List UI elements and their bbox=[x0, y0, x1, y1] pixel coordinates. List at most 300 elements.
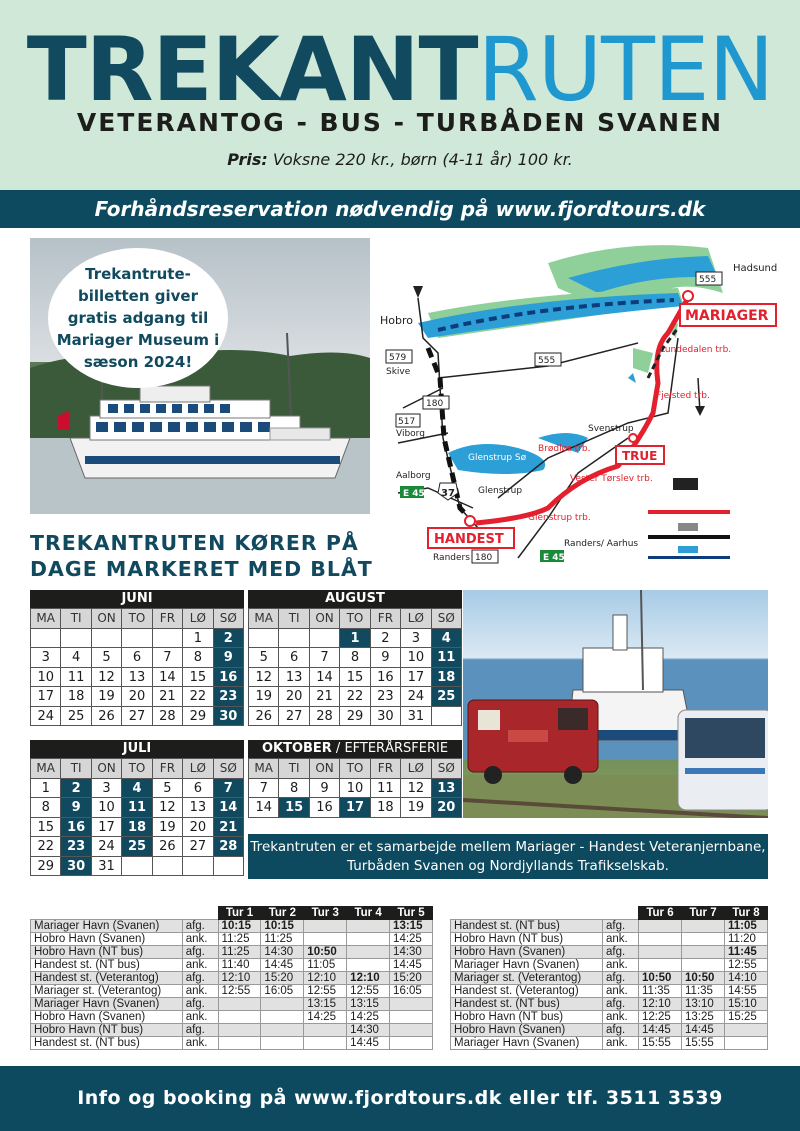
calendar-day: 26 bbox=[249, 707, 279, 727]
calendar-day bbox=[249, 629, 279, 649]
ship-photo bbox=[30, 238, 370, 514]
calendar-day: 6 bbox=[183, 779, 213, 799]
stop-name: Hobro Havn (NT bus) bbox=[31, 1024, 183, 1037]
calendar-day: 18 bbox=[61, 687, 91, 707]
arrival-departure-type: afg. bbox=[182, 920, 218, 933]
arrival-departure-type: ank. bbox=[182, 933, 218, 946]
departure-time bbox=[347, 946, 390, 959]
calendar-day bbox=[310, 629, 340, 649]
departure-time: 14:45 bbox=[347, 1037, 390, 1050]
arrival-departure-type: ank. bbox=[603, 1037, 639, 1050]
calendar-day: 1 bbox=[31, 779, 61, 799]
departure-time bbox=[261, 1024, 304, 1037]
stop-name: Handest st. (Veterantog) bbox=[451, 985, 603, 998]
calendar-day: 20 bbox=[432, 798, 462, 818]
timetable-row bbox=[31, 1024, 433, 1037]
title-part-trekant: TREKANT bbox=[26, 18, 478, 121]
timetable-row bbox=[451, 959, 768, 972]
timetable-right bbox=[450, 906, 768, 1050]
departure-time: 11:45 bbox=[725, 946, 768, 959]
timetable-row bbox=[31, 959, 433, 972]
calendar-day: 8 bbox=[31, 798, 61, 818]
station-glenstrup-trb: Glenstrup trb. bbox=[528, 513, 591, 523]
departure-time: 11:25 bbox=[261, 933, 304, 946]
calendar-day: 5 bbox=[92, 648, 122, 668]
departure-time: 10:50 bbox=[304, 946, 347, 959]
calendar-day: 6 bbox=[279, 648, 309, 668]
calendar-day bbox=[122, 857, 152, 877]
timetable-row bbox=[31, 933, 433, 946]
departure-time bbox=[682, 933, 725, 946]
weekday-header: MA bbox=[249, 609, 279, 629]
price-text: Voksne 220 kr., børn (4-11 år) 100 kr. bbox=[267, 150, 573, 169]
legend bbox=[648, 478, 730, 559]
calendar-june bbox=[30, 590, 244, 726]
departure-time: 13:15 bbox=[304, 998, 347, 1011]
departure-time bbox=[347, 959, 390, 972]
calendar-day: 11 bbox=[122, 798, 152, 818]
departure-time: 14:45 bbox=[390, 959, 433, 972]
weekday-header: SØ bbox=[432, 759, 462, 779]
arrival-departure-type: afg. bbox=[182, 998, 218, 1011]
departure-time: 12:10 bbox=[639, 998, 682, 1011]
calendar-day: 13 bbox=[432, 779, 462, 799]
timetable-row bbox=[451, 1011, 768, 1024]
trip-column-header: Tur 1 bbox=[218, 907, 261, 920]
calendar-day: 23 bbox=[214, 687, 244, 707]
departure-time: 14:25 bbox=[304, 1011, 347, 1024]
calendar-day: 20 bbox=[183, 818, 213, 838]
station-lundedalen: Lundedalen trb. bbox=[660, 345, 732, 355]
calendar-day bbox=[92, 629, 122, 649]
calendar-month-subtitle: / EFTERÅRSFERIE bbox=[331, 741, 449, 756]
departure-time bbox=[304, 1037, 347, 1050]
station-fjelsted: Fjelsted trb. bbox=[656, 391, 710, 401]
calendar-day: 28 bbox=[310, 707, 340, 727]
calendar-day: 1 bbox=[183, 629, 213, 649]
calendar-day: 25 bbox=[61, 707, 91, 727]
road-517: 517 bbox=[398, 417, 416, 427]
departure-time: 12:55 bbox=[347, 985, 390, 998]
departure-time bbox=[639, 959, 682, 972]
calendar-day: 13 bbox=[279, 668, 309, 688]
departure-time bbox=[304, 933, 347, 946]
calendar-day: 23 bbox=[61, 837, 91, 857]
calendar-day: 17 bbox=[92, 818, 122, 838]
weekday-header: LØ bbox=[183, 609, 213, 629]
calendar-july bbox=[30, 740, 244, 876]
timetable-row bbox=[31, 998, 433, 1011]
timetable-row bbox=[31, 920, 433, 933]
weekday-header: TI bbox=[279, 759, 309, 779]
departure-time: 15:25 bbox=[725, 1011, 768, 1024]
stop-name: Hobro Havn (Svanen) bbox=[31, 933, 183, 946]
calendar-day: 12 bbox=[92, 668, 122, 688]
arrival-departure-type: ank. bbox=[182, 1011, 218, 1024]
calendar-day: 14 bbox=[153, 668, 183, 688]
calendar-day: 7 bbox=[310, 648, 340, 668]
timetable-row bbox=[31, 1037, 433, 1050]
stop-name: Mariager Havn (Svanen) bbox=[31, 920, 183, 933]
timetable-left bbox=[30, 906, 433, 1050]
calendar-month: JUNI bbox=[121, 591, 153, 606]
calendar-day bbox=[214, 857, 244, 877]
weekday-header: LØ bbox=[401, 609, 431, 629]
calendar-day bbox=[432, 707, 462, 727]
calendar-day: 10 bbox=[401, 648, 431, 668]
calendar-day: 11 bbox=[371, 779, 401, 799]
place-viborg: Viborg bbox=[396, 429, 425, 439]
departure-time: 11:25 bbox=[218, 946, 261, 959]
calendar-day: 5 bbox=[249, 648, 279, 668]
road-37: 37 bbox=[441, 488, 455, 499]
departure-time bbox=[390, 1024, 433, 1037]
calendar-grid bbox=[30, 758, 244, 876]
calendar-day: 5 bbox=[153, 779, 183, 799]
weekday-header: ON bbox=[310, 759, 340, 779]
timetable-row bbox=[451, 933, 768, 946]
place-true: TRUE bbox=[622, 449, 658, 463]
calendar-day: 27 bbox=[183, 837, 213, 857]
calendar-day: 24 bbox=[31, 707, 61, 727]
weekday-header: FR bbox=[371, 609, 401, 629]
timetable-row bbox=[31, 972, 433, 985]
departure-time bbox=[218, 1024, 261, 1037]
calendar-day: 22 bbox=[340, 687, 370, 707]
departure-time bbox=[639, 920, 682, 933]
departure-time: 14:25 bbox=[347, 1011, 390, 1024]
weekday-header: LØ bbox=[183, 759, 213, 779]
departure-time: 14:25 bbox=[390, 933, 433, 946]
calendar-day: 26 bbox=[153, 837, 183, 857]
calendar-day: 16 bbox=[310, 798, 340, 818]
departure-time bbox=[390, 1037, 433, 1050]
arrival-departure-type: afg. bbox=[603, 998, 639, 1011]
weekday-header: ON bbox=[310, 609, 340, 629]
calendar-day: 22 bbox=[31, 837, 61, 857]
weekday-header: TI bbox=[61, 759, 91, 779]
departure-time: 16:05 bbox=[261, 985, 304, 998]
calendar-day: 4 bbox=[122, 779, 152, 799]
calendar-day: 7 bbox=[214, 779, 244, 799]
calendar-day: 10 bbox=[340, 779, 370, 799]
departure-time: 11:25 bbox=[218, 933, 261, 946]
calendar-day: 16 bbox=[214, 668, 244, 688]
calendar-day: 19 bbox=[249, 687, 279, 707]
calendar-day: 15 bbox=[31, 818, 61, 838]
calendar-day: 12 bbox=[401, 779, 431, 799]
weekday-header: FR bbox=[153, 609, 183, 629]
calendar-day: 9 bbox=[214, 648, 244, 668]
stop-name: Hobro Havn (Svanen) bbox=[451, 946, 603, 959]
calendar-day: 28 bbox=[153, 707, 183, 727]
calendar-day: 2 bbox=[371, 629, 401, 649]
calendar-day: 25 bbox=[432, 687, 462, 707]
calendar-day: 19 bbox=[401, 798, 431, 818]
calendar-day: 11 bbox=[432, 648, 462, 668]
calendar-day: 15 bbox=[340, 668, 370, 688]
departure-time: 12:10 bbox=[347, 972, 390, 985]
calendar-day: 22 bbox=[183, 687, 213, 707]
calendar-day bbox=[279, 629, 309, 649]
departure-time: 13:10 bbox=[682, 998, 725, 1011]
subtitle: VETERANTOG - BUS - TURBÅDEN SVANEN bbox=[76, 108, 724, 137]
calendar-day: 18 bbox=[432, 668, 462, 688]
runs-heading: TREKANTRUTEN KØRER PÅ DAGE MARKERET MED BLÅT bbox=[30, 531, 373, 581]
weekday-header: SØ bbox=[432, 609, 462, 629]
calendar-day: 4 bbox=[432, 629, 462, 649]
calendar-day: 24 bbox=[92, 837, 122, 857]
weekday-header: ON bbox=[92, 759, 122, 779]
departure-time: 13:15 bbox=[347, 998, 390, 1011]
weekday-header: MA bbox=[31, 609, 61, 629]
calendar-day: 6 bbox=[122, 648, 152, 668]
departure-time bbox=[261, 1011, 304, 1024]
calendar-day: 3 bbox=[92, 779, 122, 799]
arrival-departure-type: ank. bbox=[182, 985, 218, 998]
weekday-header: MA bbox=[249, 759, 279, 779]
arrival-departure-type: afg. bbox=[182, 1024, 218, 1037]
timetable-row bbox=[31, 1011, 433, 1024]
calendar-day bbox=[153, 857, 183, 877]
calendar-day: 28 bbox=[214, 837, 244, 857]
price-label: Pris: bbox=[227, 150, 268, 169]
departure-time: 12:10 bbox=[218, 972, 261, 985]
departure-time: 11:20 bbox=[725, 933, 768, 946]
arrival-departure-type: afg. bbox=[603, 946, 639, 959]
road-e45-b: E 45 bbox=[543, 553, 565, 563]
departure-time: 15:20 bbox=[261, 972, 304, 985]
place-hobro: Hobro bbox=[380, 314, 413, 327]
calendar-day bbox=[153, 629, 183, 649]
departure-time: 14:55 bbox=[725, 985, 768, 998]
calendar-day: 8 bbox=[279, 779, 309, 799]
calendar-day: 31 bbox=[401, 707, 431, 727]
calendar-day: 16 bbox=[371, 668, 401, 688]
departure-time bbox=[390, 1011, 433, 1024]
departure-time bbox=[347, 933, 390, 946]
arrival-departure-type: ank. bbox=[182, 1037, 218, 1050]
calendar-day: 31 bbox=[92, 857, 122, 877]
departure-time bbox=[725, 1024, 768, 1037]
arrival-departure-type: afg. bbox=[603, 920, 639, 933]
calendar-day: 20 bbox=[279, 687, 309, 707]
route-map bbox=[378, 238, 778, 568]
calendar-october bbox=[248, 740, 462, 818]
departure-time: 12:10 bbox=[304, 972, 347, 985]
calendar-day: 14 bbox=[310, 668, 340, 688]
arrival-departure-type: afg. bbox=[182, 972, 218, 985]
calendar-day: 10 bbox=[31, 668, 61, 688]
weekday-header: TI bbox=[61, 609, 91, 629]
timetable-row bbox=[451, 920, 768, 933]
trip-column-header: Tur 6 bbox=[639, 907, 682, 920]
weekday-header: LØ bbox=[401, 759, 431, 779]
stop-name: Handest st. (NT bus) bbox=[31, 1037, 183, 1050]
station-brodlos: Brødløs trb. bbox=[538, 444, 591, 454]
calendar-day: 18 bbox=[122, 818, 152, 838]
weekday-header: FR bbox=[371, 759, 401, 779]
calendar-day: 15 bbox=[279, 798, 309, 818]
timetable-row bbox=[451, 972, 768, 985]
footer-booking: Info og booking på www.fjordtours.dk eller tlf. 3511 3539 bbox=[0, 1066, 800, 1131]
calendar-title bbox=[248, 590, 462, 608]
road-555-b: 555 bbox=[538, 356, 556, 366]
arrival-departure-type: ank. bbox=[603, 959, 639, 972]
place-skive: Skive bbox=[386, 367, 411, 377]
calendar-day bbox=[122, 629, 152, 649]
timetable-row bbox=[31, 946, 433, 959]
reservation-banner: Forhåndsreservation nødvendig på www.fjordtours.dk bbox=[0, 190, 800, 228]
stop-name: Mariager Havn (Svanen) bbox=[451, 1037, 603, 1050]
departure-time: 12:25 bbox=[639, 1011, 682, 1024]
stop-name: Handest st. (NT bus) bbox=[451, 998, 603, 1011]
main-title bbox=[0, 20, 800, 120]
calendar-day bbox=[183, 857, 213, 877]
calendar-day: 19 bbox=[92, 687, 122, 707]
timetable-row bbox=[451, 998, 768, 1011]
place-handest: HANDEST bbox=[434, 532, 504, 547]
departure-time bbox=[682, 946, 725, 959]
calendar-day: 19 bbox=[153, 818, 183, 838]
calendar-day: 8 bbox=[340, 648, 370, 668]
weekday-header: SØ bbox=[214, 609, 244, 629]
departure-time: 14:45 bbox=[639, 1024, 682, 1037]
arrival-departure-type: afg. bbox=[182, 946, 218, 959]
place-randers: Randers bbox=[433, 553, 470, 563]
departure-time: 10:15 bbox=[261, 920, 304, 933]
departure-time bbox=[304, 1024, 347, 1037]
departure-time: 12:55 bbox=[304, 985, 347, 998]
departure-time: 11:05 bbox=[304, 959, 347, 972]
place-glenstrup-so: Glenstrup Sø bbox=[468, 453, 527, 463]
arrival-departure-type: ank. bbox=[182, 959, 218, 972]
weekday-header: ON bbox=[92, 609, 122, 629]
weekday-header: FR bbox=[153, 759, 183, 779]
departure-time bbox=[218, 1011, 261, 1024]
calendar-day: 20 bbox=[122, 687, 152, 707]
departure-time: 11:35 bbox=[639, 985, 682, 998]
calendar-month: OKTOBER bbox=[261, 741, 332, 756]
stop-name: Hobro Havn (NT bus) bbox=[31, 946, 183, 959]
calendar-august bbox=[248, 590, 462, 726]
calendar-day: 11 bbox=[61, 668, 91, 688]
road-579: 579 bbox=[389, 353, 407, 363]
calendar-day: 27 bbox=[122, 707, 152, 727]
calendar-day: 17 bbox=[340, 798, 370, 818]
departure-time bbox=[218, 1037, 261, 1050]
trip-column-header: Tur 3 bbox=[304, 907, 347, 920]
calendar-day: 17 bbox=[401, 668, 431, 688]
calendar-grid bbox=[30, 608, 244, 726]
weekday-header: MA bbox=[31, 759, 61, 779]
departure-time bbox=[390, 998, 433, 1011]
calendar-day bbox=[31, 629, 61, 649]
calendar-day: 12 bbox=[153, 798, 183, 818]
trip-column-header: Tur 2 bbox=[261, 907, 304, 920]
road-555-a: 555 bbox=[699, 275, 717, 285]
calendar-day: 15 bbox=[183, 668, 213, 688]
station-vester-torslev: Vester Tørslev trb. bbox=[570, 474, 653, 484]
stop-name: Mariager st. (Veterantog) bbox=[451, 972, 603, 985]
calendar-day: 26 bbox=[92, 707, 122, 727]
calendar-day: 21 bbox=[310, 687, 340, 707]
train-photo bbox=[463, 590, 768, 818]
departure-time bbox=[347, 920, 390, 933]
calendar-day: 27 bbox=[279, 707, 309, 727]
calendar-day: 4 bbox=[61, 648, 91, 668]
place-aalborg: Aalborg bbox=[396, 471, 431, 481]
calendar-day: 14 bbox=[214, 798, 244, 818]
stop-name: Mariager Havn (Svanen) bbox=[31, 998, 183, 1011]
calendar-day: 9 bbox=[371, 648, 401, 668]
arrival-departure-type: ank. bbox=[603, 933, 639, 946]
departure-time bbox=[261, 998, 304, 1011]
departure-time: 15:20 bbox=[390, 972, 433, 985]
departure-time: 15:55 bbox=[639, 1037, 682, 1050]
departure-time bbox=[218, 998, 261, 1011]
calendar-day: 13 bbox=[122, 668, 152, 688]
timetable-header-row bbox=[451, 907, 768, 920]
weekday-header: TO bbox=[122, 759, 152, 779]
arrival-departure-type: afg. bbox=[603, 972, 639, 985]
museum-bubble: Trekantrute-billetten giver gratis adgang til Mariager Museum i sæson 2024! bbox=[48, 248, 228, 388]
departure-time: 12:55 bbox=[218, 985, 261, 998]
departure-time: 14:45 bbox=[261, 959, 304, 972]
calendar-day: 7 bbox=[153, 648, 183, 668]
place-hadsund: Hadsund bbox=[733, 263, 778, 274]
weekday-header: TO bbox=[122, 609, 152, 629]
departure-time: 16:05 bbox=[390, 985, 433, 998]
calendar-grid bbox=[248, 608, 462, 726]
trip-column-header: Tur 7 bbox=[682, 907, 725, 920]
calendar-day: 2 bbox=[61, 779, 91, 799]
calendar-day: 7 bbox=[249, 779, 279, 799]
departure-time bbox=[682, 920, 725, 933]
departure-time: 11:35 bbox=[682, 985, 725, 998]
weekday-header: TO bbox=[340, 759, 370, 779]
calendar-day: 16 bbox=[61, 818, 91, 838]
calendar-day: 8 bbox=[183, 648, 213, 668]
place-glenstrup: Glenstrup bbox=[478, 486, 523, 496]
departure-time: 13:15 bbox=[390, 920, 433, 933]
calendar-month: AUGUST bbox=[325, 591, 385, 606]
route-map-svg bbox=[378, 238, 778, 568]
road-e45-a: E 45 bbox=[403, 489, 425, 499]
calendar-day: 24 bbox=[401, 687, 431, 707]
calendar-day: 30 bbox=[61, 857, 91, 877]
departure-time bbox=[639, 946, 682, 959]
calendar-title bbox=[30, 740, 244, 758]
stop-name: Mariager Havn (Svanen) bbox=[451, 959, 603, 972]
weekday-header: SØ bbox=[214, 759, 244, 779]
train-illustration bbox=[463, 590, 768, 818]
road-180-a: 180 bbox=[426, 399, 444, 409]
calendar-day: 30 bbox=[214, 707, 244, 727]
calendar-day: 21 bbox=[214, 818, 244, 838]
calendar-title bbox=[248, 740, 462, 758]
departure-time: 14:10 bbox=[725, 972, 768, 985]
timetable-row bbox=[451, 1024, 768, 1037]
calendar-day: 29 bbox=[340, 707, 370, 727]
arrival-departure-type: ank. bbox=[603, 1011, 639, 1024]
departure-time: 11:40 bbox=[218, 959, 261, 972]
departure-time: 14:30 bbox=[261, 946, 304, 959]
departure-time: 15:55 bbox=[682, 1037, 725, 1050]
place-randers-aarhus: Randers/ Aarhus bbox=[564, 539, 639, 549]
calendar-day: 29 bbox=[31, 857, 61, 877]
calendar-day: 3 bbox=[31, 648, 61, 668]
